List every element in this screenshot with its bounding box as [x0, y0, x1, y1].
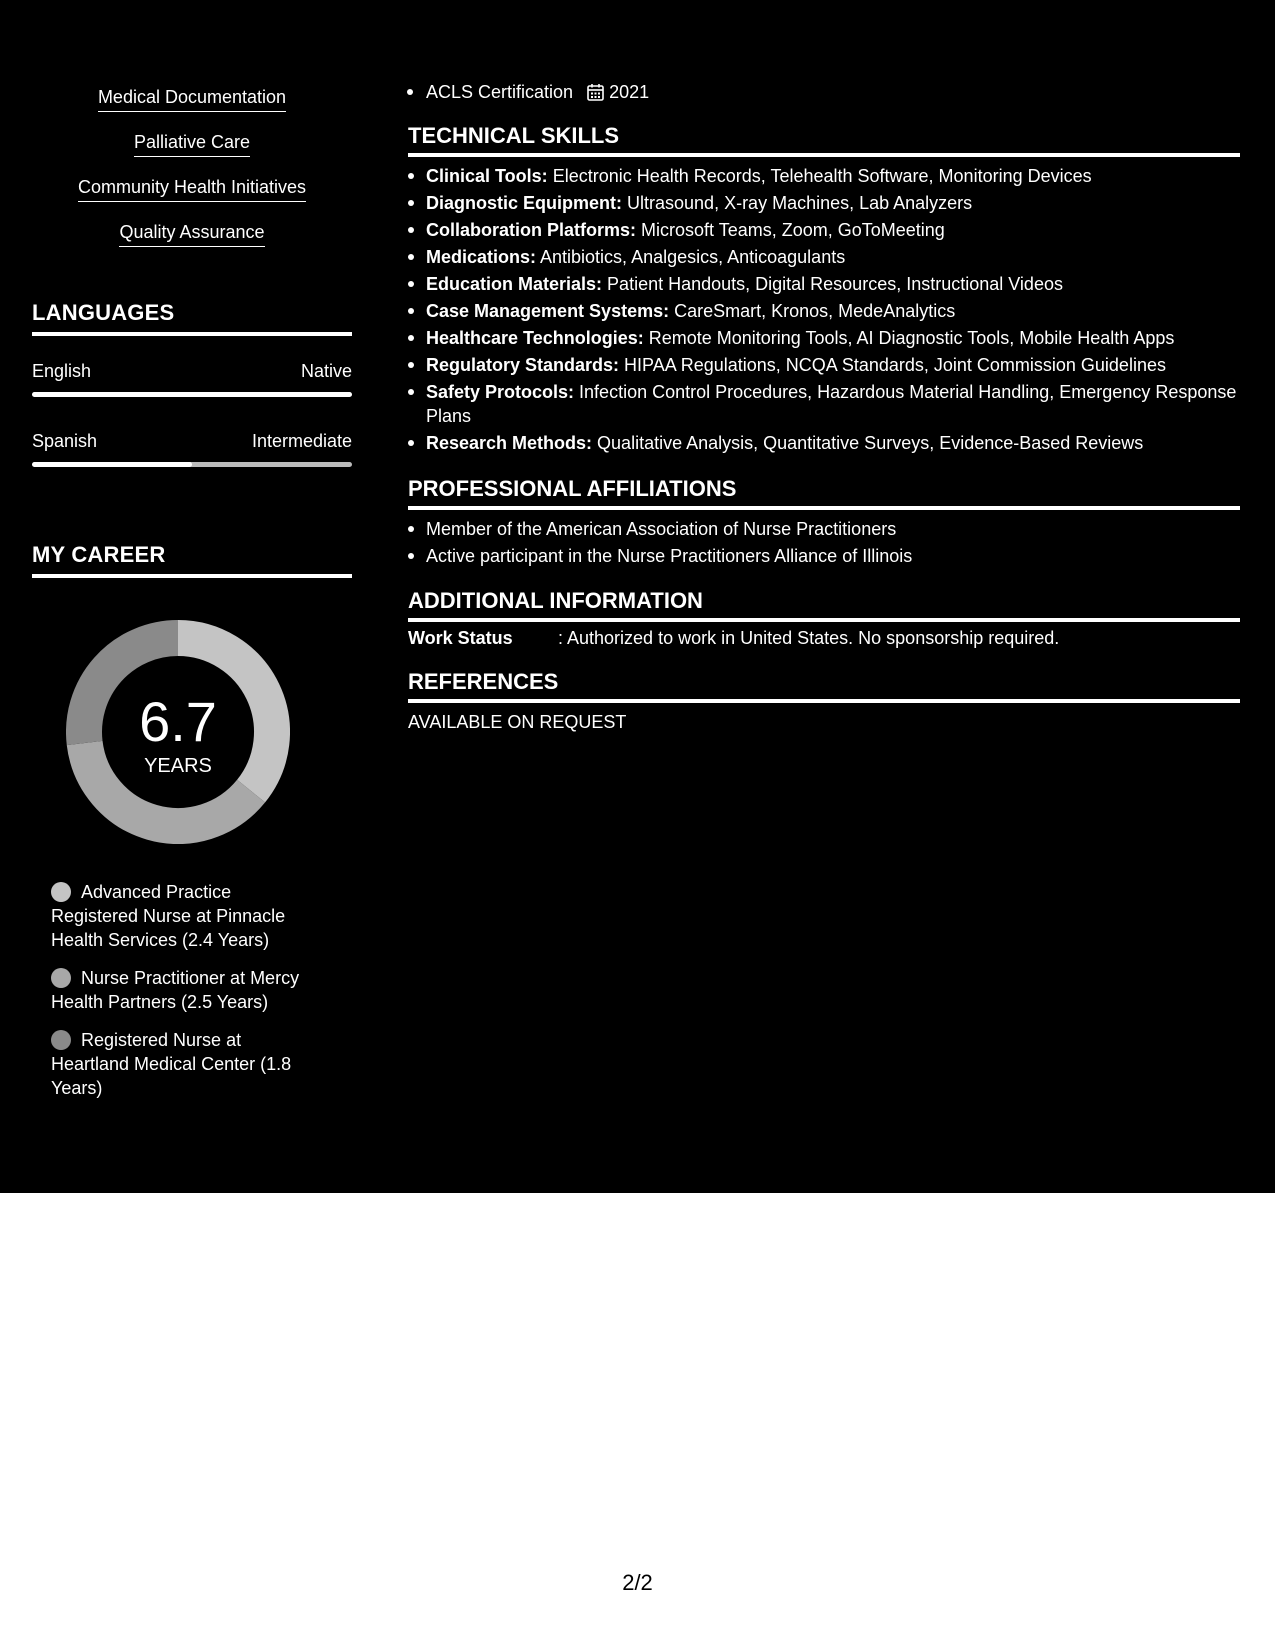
languages-heading: LANGUAGES: [32, 300, 352, 336]
skill-tags: [32, 86, 352, 266]
additional-info-heading: ADDITIONAL INFORMATION: [408, 588, 1240, 622]
list-item: Education Materials: Patient Handouts, Digital Resources, Instructional Videos: [408, 272, 1240, 296]
list-item: Case Management Systems: CareSmart, Kronos, MedeAnalytics: [408, 299, 1240, 323]
references-heading: REFERENCES: [408, 669, 1240, 703]
list-item: Healthcare Technologies: Remote Monitoring Tools, AI Diagnostic Tools, Mobile Health Apps: [408, 326, 1240, 350]
affiliations-heading: PROFESSIONAL AFFILIATIONS: [408, 476, 1240, 510]
legend-dot: [51, 968, 71, 988]
page-number: 2/2: [622, 1570, 653, 1595]
list-item: Clinical Tools: Electronic Health Records, Telehealth Software, Monitoring Devices: [408, 164, 1240, 188]
calendar-icon: [587, 83, 604, 101]
list-item: Diagnostic Equipment: Ultrasound, X-ray Machines, Lab Analyzers: [408, 191, 1240, 215]
language-name: Spanish: [32, 431, 98, 451]
skill-tag: Quality Assurance: [32, 221, 352, 266]
list-item: Active participant in the Nurse Practitioners Alliance of Illinois: [408, 544, 1240, 568]
work-status-label: Work Status: [408, 628, 513, 648]
certification-name: ACLS Certification: [426, 82, 574, 102]
list-item: Member of the American Association of Nurse Practitioners: [408, 517, 1240, 541]
language-bar: [32, 392, 352, 397]
work-status-value: : Authorized to work in United States. No sponsorship required.: [558, 628, 1060, 648]
bullet: [407, 89, 413, 95]
technical-skills-heading: TECHNICAL SKILLS: [408, 123, 1240, 157]
affiliations-list: [408, 517, 1240, 571]
career-donut-chart: [66, 620, 290, 844]
career-total-value: 6.7: [139, 690, 217, 753]
language-bar-fill: [32, 462, 192, 467]
legend-dot: [51, 1030, 71, 1050]
skill-tag: Community Health Initiatives: [32, 176, 352, 221]
language-bar: [32, 462, 352, 467]
skill-tag: Palliative Care: [32, 131, 352, 176]
list-item: Research Methods: Qualitative Analysis, Quantitative Surveys, Evidence-Based Reviews: [408, 431, 1240, 455]
language-bar-fill: [32, 392, 352, 397]
language-spanish: [32, 430, 352, 467]
language-english: [32, 360, 352, 397]
language-level: Native: [300, 361, 352, 381]
skill-tag: Medical Documentation: [32, 86, 352, 131]
legend-dot: [51, 882, 71, 902]
work-status-row: [408, 626, 1059, 650]
certification-year: 2021: [609, 82, 650, 102]
certification-item: [408, 80, 649, 104]
career-heading: MY CAREER: [32, 542, 352, 578]
list-item: Safety Protocols: Infection Control Procedures, Hazardous Material Handling, Emergency Response Plans: [408, 380, 1240, 428]
language-name: English: [32, 361, 92, 381]
career-total-unit: YEARS: [144, 755, 212, 777]
career-legend-item: Nurse Practitioner at Mercy Health Partners (2.5 Years): [51, 968, 300, 1012]
references-text: AVAILABLE ON REQUEST: [408, 712, 627, 732]
career-legend-item: Registered Nurse at Heartland Medical Center (1.8 Years): [51, 1030, 292, 1098]
list-item: Regulatory Standards: HIPAA Regulations, NCQA Standards, Joint Commission Guidelines: [408, 353, 1240, 377]
language-level: Intermediate: [251, 431, 352, 451]
career-legend-item: Advanced Practice Registered Nurse at Pinnacle Health Services (2.4 Years): [51, 882, 286, 950]
technical-skills-list: [408, 164, 1240, 458]
list-item: Medications: Antibiotics, Analgesics, Anticoagulants: [408, 245, 1240, 269]
career-legend: [51, 880, 321, 1114]
list-item: Collaboration Platforms: Microsoft Teams, Zoom, GoToMeeting: [408, 218, 1240, 242]
